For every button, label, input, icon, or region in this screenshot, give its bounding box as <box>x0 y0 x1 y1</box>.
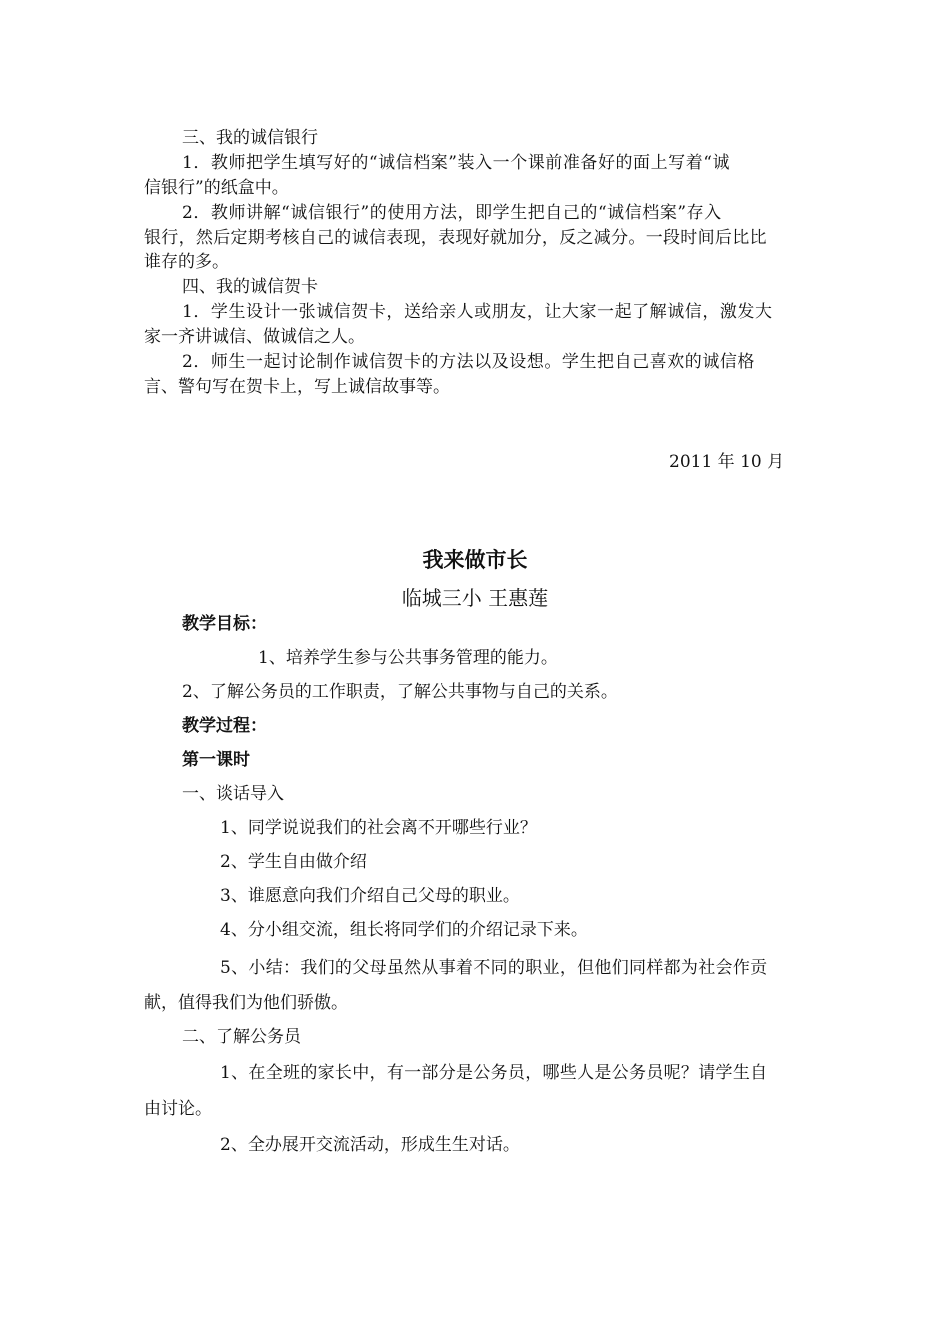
list-item: 1、同学说说我们的社会离不开哪些行业？ <box>220 818 537 838</box>
list-item-continuation: 献，值得我们为他们骄傲。 <box>144 993 348 1013</box>
paragraph-line: 家一齐讲诚信、做诚信之人。 <box>144 327 365 347</box>
paragraph-line: 信银行”的纸盒中。 <box>144 178 289 198</box>
section-heading: 一、谈话导入 <box>182 784 284 804</box>
page-title: 我来做市长 <box>422 548 528 572</box>
paragraph-line: 言、警句写在贺卡上，写上诚信故事等。 <box>144 377 450 397</box>
list-item-continuation: 由讨论。 <box>144 1099 212 1119</box>
list-item: 2、学生自由做介绍 <box>220 852 367 872</box>
section-heading: 三、我的诚信银行 <box>182 128 318 148</box>
list-item: 4、分小组交流，组长将同学们的介绍记录下来。 <box>220 920 588 940</box>
paragraph-line: 1．学生设计一张诚信贺卡，送给亲人或朋友，让大家一起了解诚信，激发大 <box>182 302 773 322</box>
list-item: 5、小结：我们的父母虽然从事着不同的职业，但他们同样都为社会作贡 <box>220 958 768 978</box>
goal-item: 1、培养学生参与公共事务管理的能力。 <box>258 648 558 668</box>
section-heading: 二、了解公务员 <box>182 1027 301 1047</box>
process-label: 教学过程： <box>182 716 267 736</box>
paragraph-line: 谁存的多。 <box>144 252 229 272</box>
list-item: 3、谁愿意向我们介绍自己父母的职业。 <box>220 886 520 906</box>
section-heading: 四、我的诚信贺卡 <box>182 277 318 297</box>
list-item: 2、全办展开交流活动，形成生生对话。 <box>220 1135 520 1155</box>
paragraph-line: 2．师生一起讨论制作诚信贺卡的方法以及设想。学生把自己喜欢的诚信格 <box>182 352 755 372</box>
goals-label: 教学目标： <box>182 614 267 634</box>
paragraph-line: 银行，然后定期考核自己的诚信表现，表现好就加分，反之减分。一段时间后比比 <box>144 228 767 248</box>
paragraph-line: 1．教师把学生填写好的“诚信档案”装入一个课前准备好的面上写着“诚 <box>182 153 731 173</box>
author-line: 临城三小 王惠莲 <box>401 586 549 610</box>
paragraph-line: 2．教师讲解“诚信银行”的使用方法，即学生把自己的“诚信档案”存入 <box>182 203 722 223</box>
list-item: 1、在全班的家长中，有一部分是公务员，哪些人是公务员呢？请学生自 <box>220 1063 768 1083</box>
goal-item: 2、了解公务员的工作职责，了解公共事物与自己的关系。 <box>182 682 618 702</box>
date: 2011 年 10 月 <box>669 452 785 472</box>
lesson-label: 第一课时 <box>182 750 250 770</box>
